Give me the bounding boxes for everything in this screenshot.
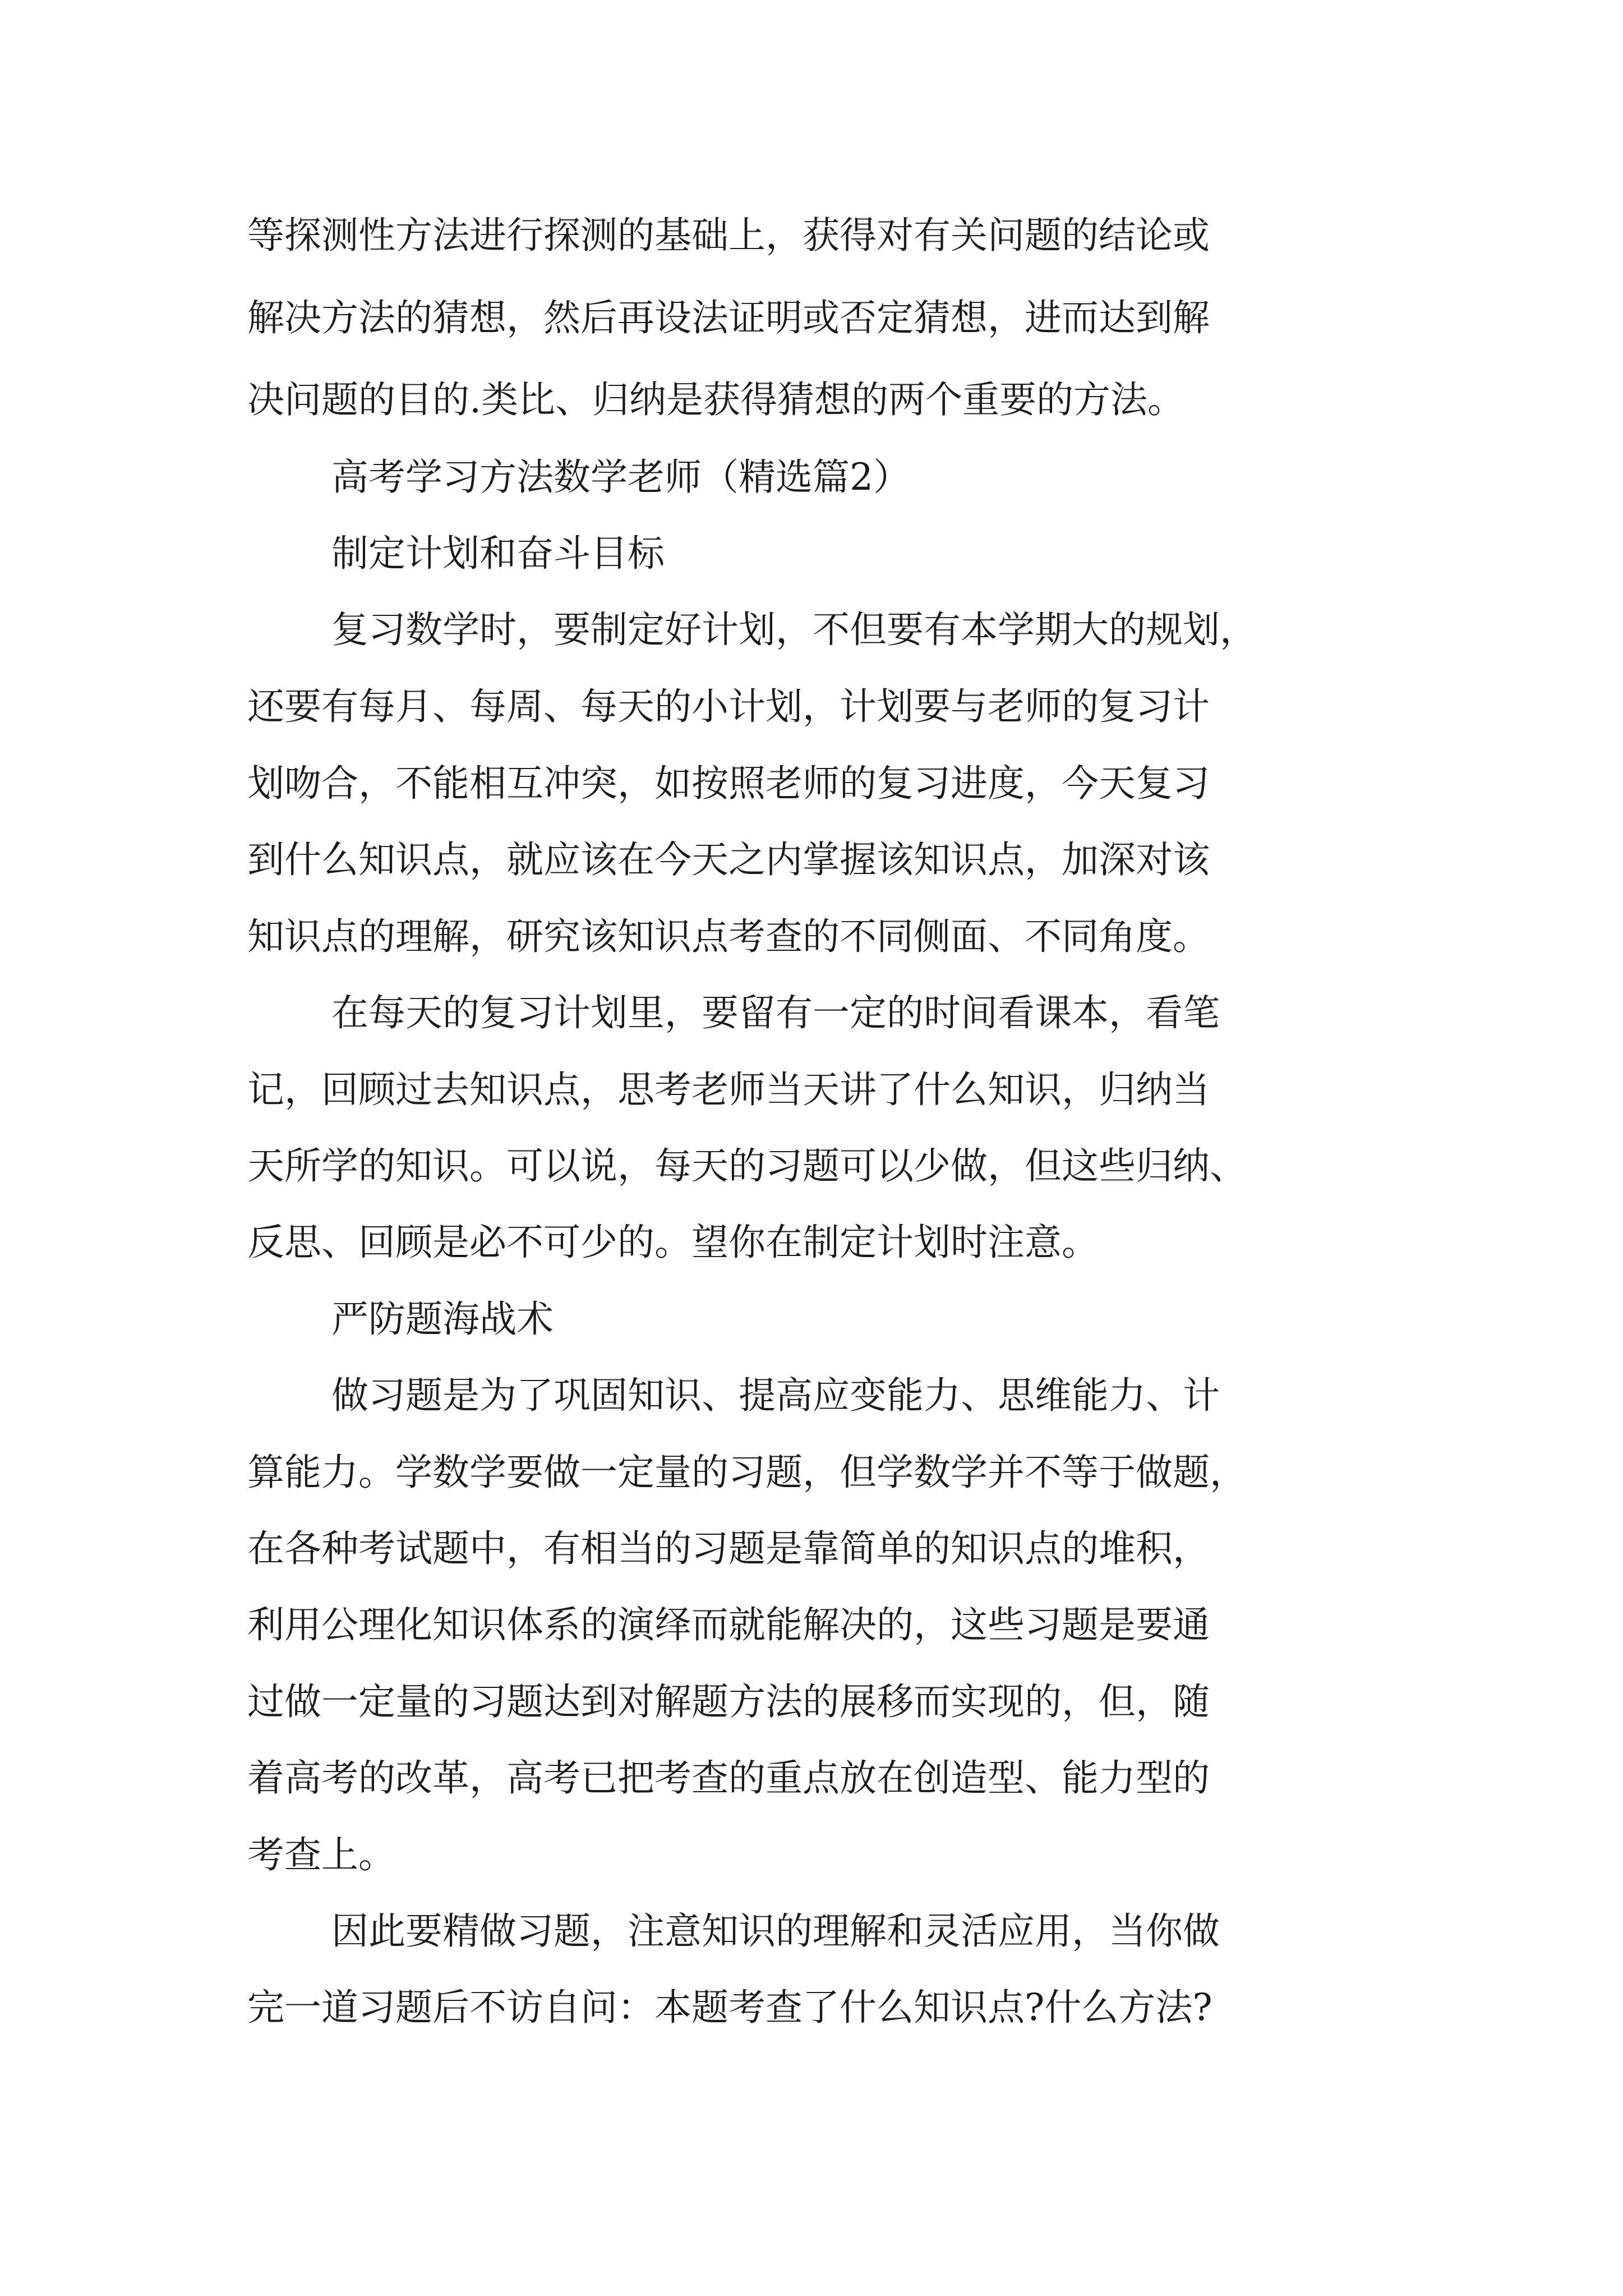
paragraph-line: 复习数学时，要制定好计划，不但要有本学期大的规划， <box>331 608 1257 651</box>
section-title: 高考学习方法数学老师（精选篇2） <box>331 455 910 499</box>
paragraph-line: 反思、回顾是必不可少的。望你在制定计划时注意。 <box>247 1221 1099 1264</box>
paragraph-line: 记，回顾过去知识点，思考老师当天讲了什么知识，归纳当 <box>247 1068 1210 1111</box>
paragraph-line: 还要有每月、每周、每天的小计划，计划要与老师的复习计 <box>247 685 1210 728</box>
paragraph-line: 做习题是为了巩固知识、提高应变能力、思维能力、计 <box>331 1374 1220 1417</box>
paragraph-line: 决问题的目的.类比、归纳是获得猜想的两个重要的方法。 <box>247 378 1184 421</box>
paragraph-line: 知识点的理解，研究该知识点考查的不同侧面、不同角度。 <box>247 915 1210 958</box>
paragraph-line: 在每天的复习计划里，要留有一定的时间看课本，看笔 <box>331 991 1220 1034</box>
paragraph-line: 等探测性方法进行探测的基础上，获得对有关问题的结论或 <box>247 214 1210 257</box>
paragraph-line: 到什么知识点，就应该在今天之内掌握该知识点，加深对该 <box>247 838 1210 881</box>
paragraph-line: 在各种考试题中，有相当的习题是靠简单的知识点的堆积， <box>247 1527 1210 1570</box>
paragraph-line: 考查上。 <box>247 1833 395 1876</box>
paragraph-line: 天所学的知识。可以说，每天的习题可以少做，但这些归纳、 <box>247 1144 1247 1188</box>
paragraph-line: 算能力。学数学要做一定量的习题，但学数学并不等于做题， <box>247 1451 1247 1494</box>
paragraph-line: 着高考的改革，高考已把考查的重点放在创造型、能力型的 <box>247 1756 1210 1800</box>
paragraph-line: 完一道习题后不访自问：本题考查了什么知识点?什么方法? <box>247 1986 1212 2029</box>
subsection-heading: 严防题海战术 <box>331 1297 554 1341</box>
paragraph-line: 过做一定量的习题达到对解题方法的展移而实现的，但，随 <box>247 1680 1210 1723</box>
subsection-heading: 制定计划和奋斗目标 <box>331 532 665 575</box>
paragraph-line: 因此要精做习题，注意知识的理解和灵活应用，当你做 <box>331 1910 1220 1953</box>
paragraph-line: 划吻合，不能相互冲突，如按照老师的复习进度，今天复习 <box>247 762 1210 805</box>
paragraph-line: 解决方法的猜想，然后再设法证明或否定猜想，进而达到解 <box>247 296 1210 339</box>
paragraph-line: 利用公理化知识体系的演绎而就能解决的，这些习题是要通 <box>247 1603 1210 1646</box>
